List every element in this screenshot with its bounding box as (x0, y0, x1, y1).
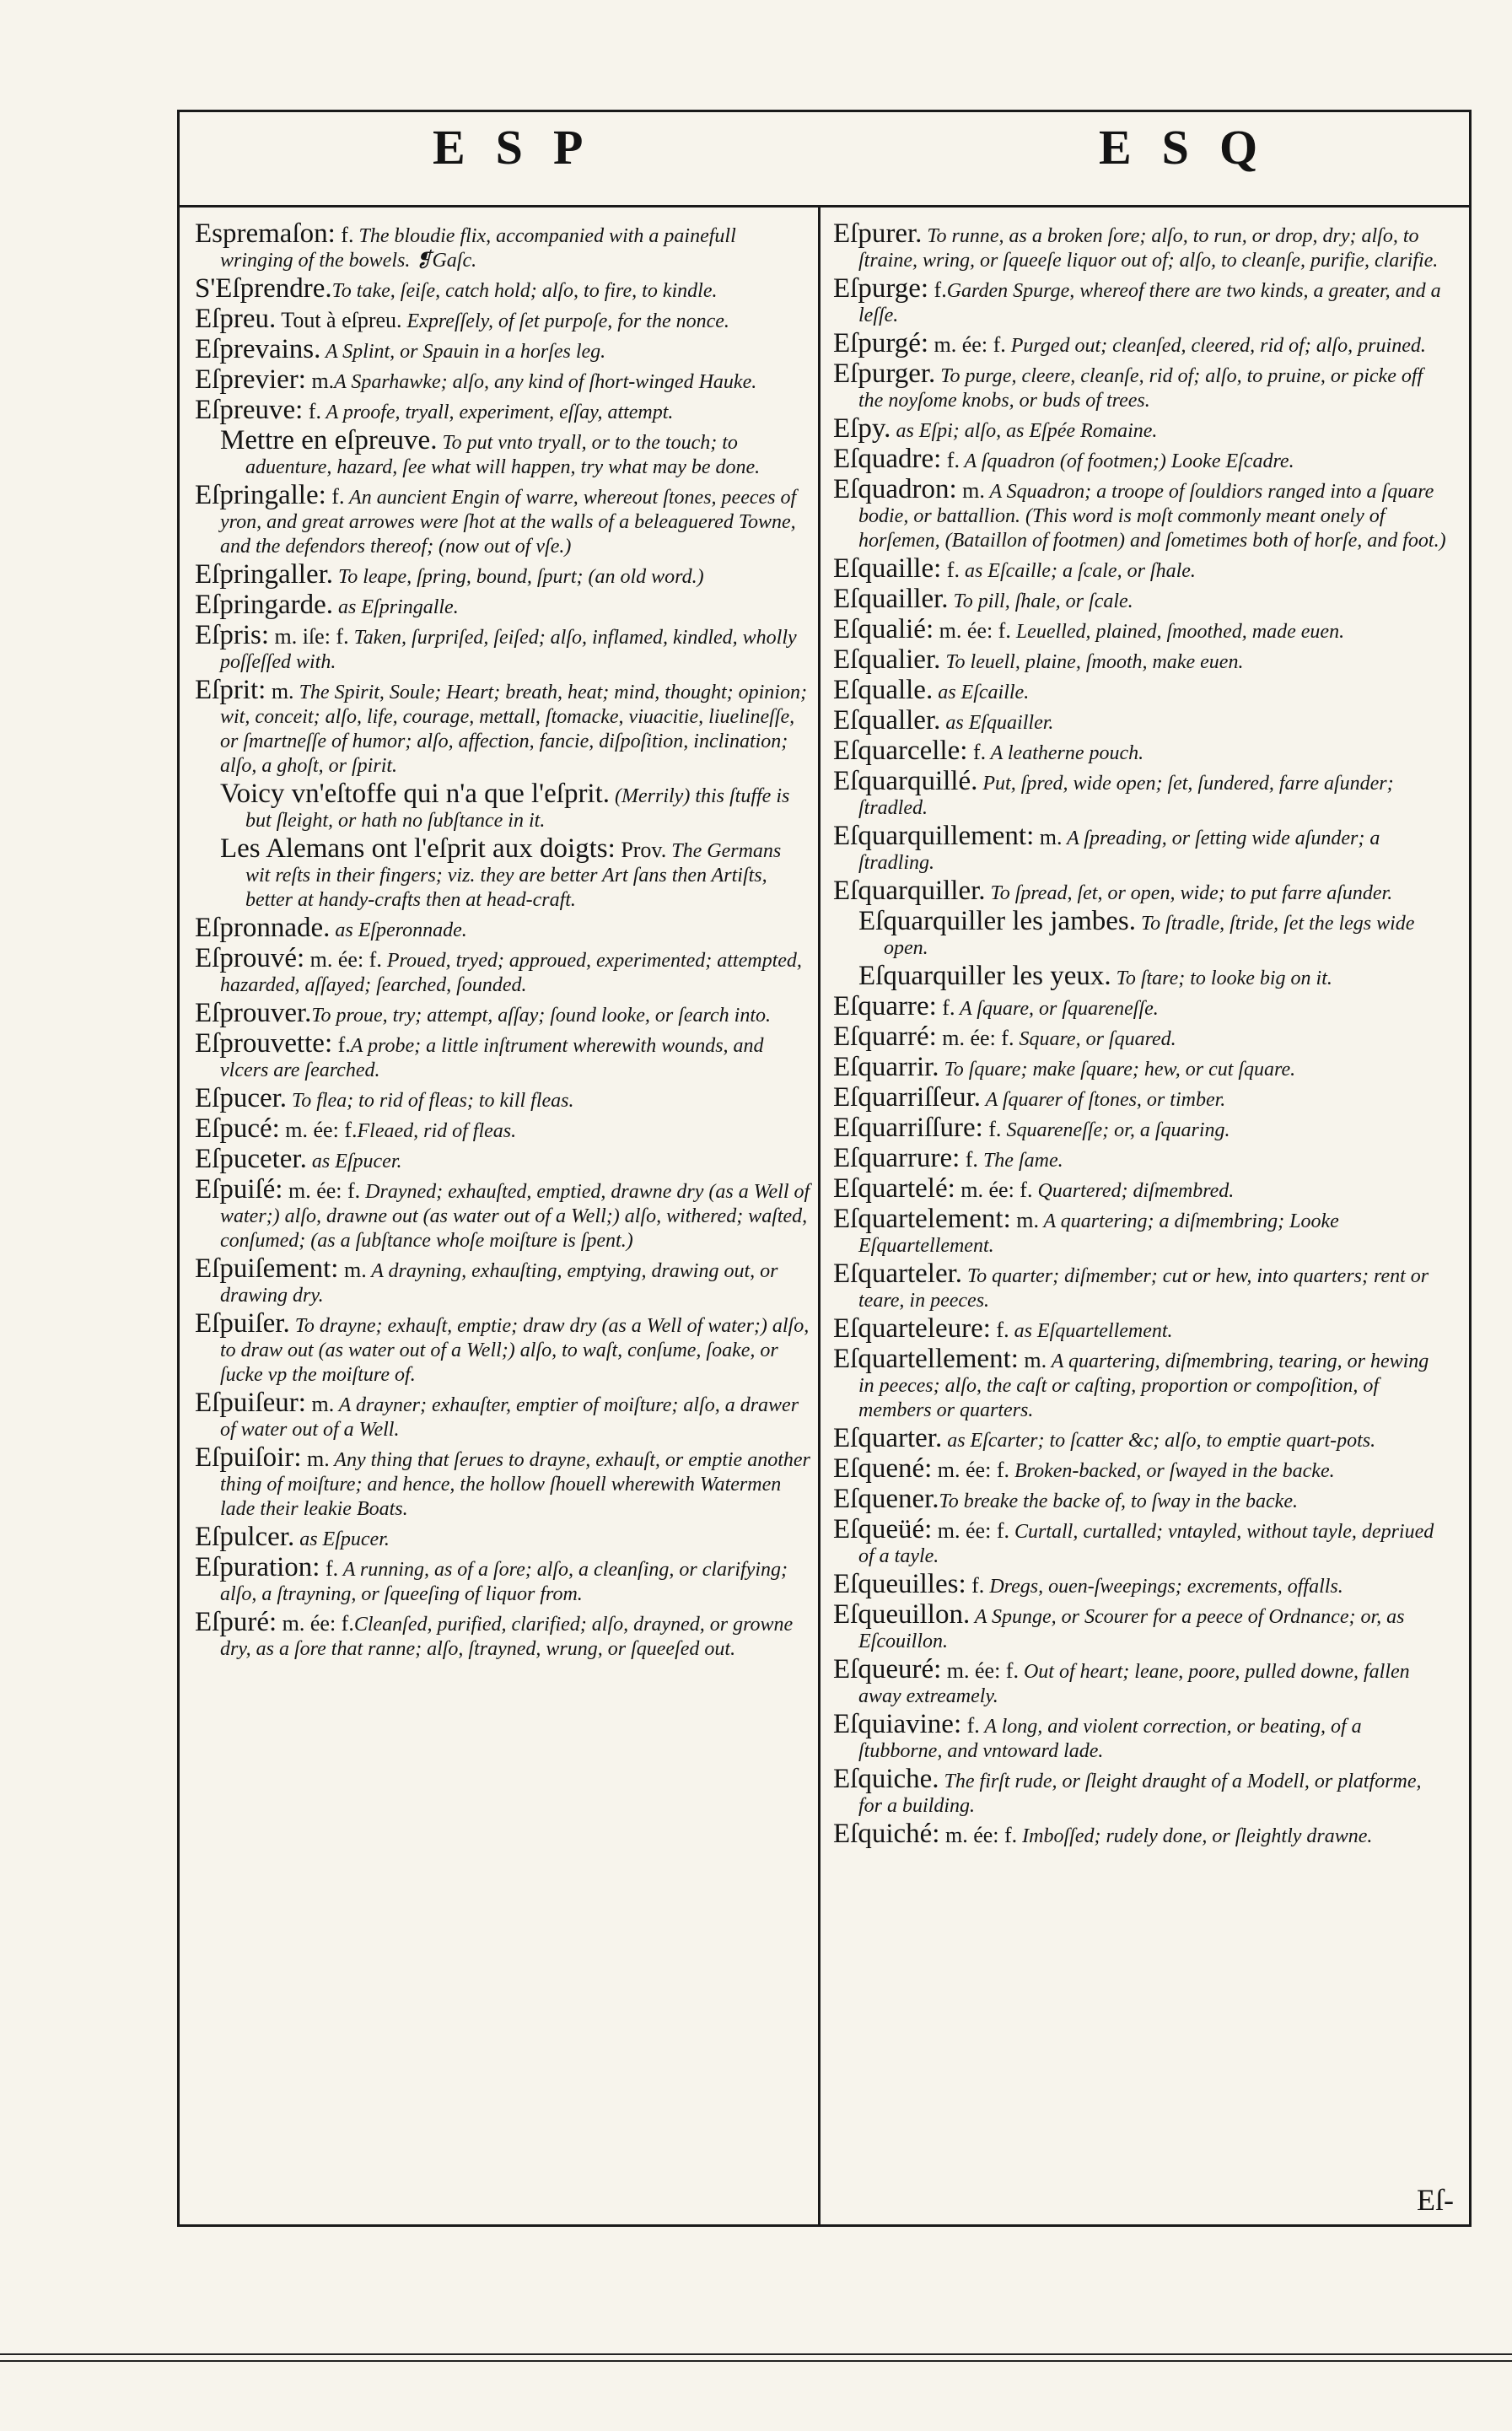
dictionary-entry (195, 1083, 810, 1113)
headword: Eſquartellement: (833, 1344, 1019, 1374)
definition: as Eſquailler. (940, 712, 1054, 734)
definition: A Squadron; a troope of ſouldiors ranged into a ſquare bodie, or battallion. (This word is moſt commonly meant onely of horſemen, (Bataillon of footmen) and ſometimes both of horſe, and foot.) (858, 481, 1446, 552)
dictionary-entry (195, 364, 810, 395)
dictionary-entry (833, 1204, 1449, 1258)
grammar-note: f. (941, 558, 960, 582)
dictionary-entry (833, 218, 1449, 272)
dictionary-entry (833, 1599, 1449, 1653)
definition: To flea; to rid of fleas; to kill fleas. (287, 1090, 574, 1112)
definition: A long, and violent correction, or beating, of a ſtubborne, and vntoward lade. (858, 1716, 1362, 1762)
headword: Les Alemans ont l'eſprit aux doigts: (220, 833, 616, 864)
definition: as Eſcarter; to ſcatter &c; alſo, to emptie quart-pots. (942, 1430, 1376, 1452)
dictionary-entry (833, 273, 1449, 327)
definition: A Sparhawke; alſo, any kind of ſhort-winged Hauke. (334, 371, 757, 393)
headword: Eſpris: (195, 620, 269, 650)
headword: Eſqueuré: (833, 1654, 942, 1684)
dictionary-entry (195, 395, 810, 425)
dictionary-entry (195, 590, 810, 620)
grammar-note: m. ée: f. (932, 1518, 1009, 1543)
definition: To put vnto tryall, or to the touch; to aduenture, hazard, ſee what will happen, try what may be done. (245, 432, 761, 478)
grammar-note: m. ée: f. (277, 1611, 354, 1636)
definition: A Spunge, or Scourer for a peece of Ordnance; or, as Eſcouillon. (858, 1606, 1405, 1652)
grammar-note: f. (303, 399, 321, 423)
headword: Eſquarquillé. (833, 766, 978, 796)
definition: To proue, try; attempt, aſſay; ſound looke, or ſearch into. (311, 1005, 771, 1027)
definition: The Germans wit reſts in their fingers; viz. they are better Art ſans then Artiſts, better at handy-crafts then at head-craft. (245, 840, 782, 911)
definition: To runne, as a broken ſore; alſo, to run, or drop, dry; alſo, to ſtraine, wring, or ſqueeſe liquor out of; alſo, to cleanſe, purifie, clarifie. (858, 225, 1439, 272)
dictionary-entry (195, 1388, 810, 1442)
definition: Square, or ſquared. (1014, 1028, 1176, 1050)
dictionary-entry (833, 1484, 1449, 1514)
dictionary-entry (833, 413, 1449, 444)
headword: Eſquené: (833, 1453, 933, 1484)
dictionary-entry (833, 1819, 1449, 1849)
definition: To leape, ſpring, bound, ſpurt; (an old word.) (333, 566, 704, 588)
dictionary-entry (195, 1442, 810, 1521)
definition: as Eſpucer. (306, 1151, 402, 1172)
dictionary-entry (195, 943, 810, 997)
headword: Eſquailler. (833, 584, 949, 614)
dictionary-entry (195, 998, 810, 1028)
dictionary-entry (195, 779, 810, 833)
headword: Eſqualié: (833, 614, 934, 644)
dictionary-entry (833, 1143, 1449, 1173)
definition: A probe; a little inſtrument wherewith wounds, and vlcers are ſearched. (220, 1035, 764, 1081)
dictionary-entry (833, 1654, 1449, 1708)
headword: Eſquarteler. (833, 1259, 963, 1289)
headword: Eſprevains. (195, 334, 321, 364)
grammar-note: f. (320, 1556, 339, 1581)
definition: Leuelled, plained, ſmoothed, made euen. (1010, 621, 1345, 643)
headword: Eſpreu. (195, 304, 277, 334)
dictionary-entry (833, 1709, 1449, 1763)
definition: To drayne; exhauſt, emptie; draw dry (as a Well of water;) alſo, to draw out (as water out of a Well;) alſo, to waſt, conſume, ſoake, or ſucke vp the moiſture of. (220, 1315, 810, 1386)
definition: as Eſperonnade. (330, 919, 467, 941)
definition: as Eſcaille; a ſcale, or ſhale. (959, 560, 1196, 582)
dictionary-entry (833, 821, 1449, 875)
grammar-note: f. (928, 278, 947, 302)
headword: Eſquadron: (833, 474, 957, 504)
headword: Eſpurger. (833, 358, 936, 389)
headword: Eſprouver. (195, 998, 312, 1028)
definition: A ſquare, or ſquareneſſe. (955, 998, 1159, 1020)
headword: Eſquiché: (833, 1819, 940, 1849)
dictionary-entry (833, 1514, 1449, 1568)
headword: Eſpulcer. (195, 1522, 295, 1552)
definition: To breake the backe of, to ſway in the backe. (939, 1490, 1298, 1512)
definition: as Eſcaille. (933, 682, 1030, 703)
definition: A drayner; exhauſter, emptier of moiſture; alſo, a drawer of water out of a Well. (220, 1394, 799, 1441)
dictionary-entry (833, 1423, 1449, 1453)
dictionary-entry (195, 1552, 810, 1606)
grammar-note: f. (332, 1032, 351, 1057)
headword: Eſquarter. (833, 1423, 943, 1453)
definition: Out of heart; leane, poore, pulled downe, fallen away extreamely. (858, 1661, 1410, 1707)
dictionary-entry (833, 766, 1449, 820)
headword: Eſquarriſſure: (833, 1113, 983, 1143)
definition: To ſpread, ſet, or open, wide; to put farre aſunder. (985, 882, 1393, 904)
dictionary-entry (195, 273, 810, 304)
headword: Eſquarré: (833, 1021, 937, 1052)
headword: Eſquarquiller. (833, 876, 986, 906)
headword: Eſpucer. (195, 1083, 288, 1113)
grammar-note: m. ée: f. (282, 1178, 361, 1203)
headword: Eſquarrir. (833, 1052, 939, 1082)
bottom-rule (0, 2353, 1512, 2362)
dictionary-entry (195, 913, 810, 943)
dictionary-entry (833, 961, 1449, 991)
headword: Eſquarquiller les yeux. (858, 961, 1111, 991)
definition: Proued, tryed; approued, experimented; attempted, hazarded, aſſayed; ſearched, ſounded. (220, 950, 802, 996)
grammar-note: m. ée: f. (928, 332, 1006, 357)
dictionary-entry (833, 705, 1449, 736)
definition: A quartering, diſmembring, tearing, or hewing in peeces; alſo, the caſt or caſting, proportion or compoſition, of members or quarters. (858, 1350, 1429, 1421)
grammar-note: m. ée: f. (939, 1823, 1018, 1847)
dictionary-entry (833, 1173, 1449, 1204)
definition: To purge, cleere, cleanſe, rid of; alſo, to pruine, or picke off the noyſome knobs, or buds of trees. (858, 365, 1423, 412)
headword: Eſpuré: (195, 1607, 277, 1637)
dictionary-entry (195, 1522, 810, 1552)
headword: Mettre en eſpreuve. (220, 425, 438, 455)
definition: Taken, ſurpriſed, ſeiſed; alſo, inflamed, kindled, wholly poſſeſſed with. (220, 627, 797, 673)
dictionary-entry (833, 906, 1449, 960)
dictionary-entry (195, 1144, 810, 1174)
grammar-note: m. ée: f. (304, 947, 382, 972)
definition: Quartered; diſmembred. (1032, 1180, 1235, 1202)
headword: Eſquarcelle: (833, 736, 968, 766)
dictionary-entry (195, 304, 810, 334)
headword: Eſquartelé: (833, 1173, 955, 1204)
definition: Curtall, curtalled; vntayled, without tayle, depriued of a tayle. (858, 1521, 1434, 1567)
definition: To ſtare; to looke big on it. (1111, 968, 1332, 989)
definition: Squareneſſe; or, a ſquaring. (1001, 1119, 1230, 1141)
definition: The Spirit, Soule; Heart; breath, heat; mind, thought; opinion; wit, conceit; alſo, life, courage, mettall, ſtomacke, viuacitie, liuelineſſe, or ſmartneſſe of humor; alſo, affection, fancie, diſpoſition, inclination; alſo, a ghoſt, or ſpirit. (220, 682, 807, 777)
headword: Eſquarquillement: (833, 821, 1035, 851)
headword: Eſpuiſeur: (195, 1388, 306, 1418)
headword: Eſprouvé: (195, 943, 305, 973)
definition: A Splint, or Spauin in a horſes leg. (320, 341, 606, 363)
grammar-note: m. (956, 478, 985, 503)
definition: To take, ſeiſe, catch hold; alſo, to fire, to kindle. (331, 280, 718, 302)
definition: Cleanſed, purified, clarified; alſo, drayned, or growne dry, as a ſore that ranne; alſo, ſtrayned, wrung, or ſqueeſed out. (220, 1614, 794, 1660)
dictionary-entry (833, 1313, 1449, 1344)
headword: Eſpronnade. (195, 913, 331, 943)
dictionary-entry (195, 218, 810, 272)
headword: Eſpy. (833, 413, 891, 444)
headword: Eſpuration: (195, 1552, 320, 1582)
headword: Eſquartelement: (833, 1204, 1011, 1234)
headword: Eſpringaller. (195, 559, 334, 590)
grammar-note: m. ée: f. (941, 1658, 1019, 1683)
headword: Eſpuiſoir: (195, 1442, 302, 1473)
headword: Eſpringalle: (195, 480, 326, 510)
definition: Fleaed, rid of fleas. (357, 1120, 517, 1142)
definition: To ſquare; make ſquare; hew, or cut ſquare. (939, 1059, 1296, 1081)
definition: Imboſſed; rudely done, or ſleightly drawne. (1017, 1825, 1373, 1847)
dictionary-entry (833, 736, 1449, 766)
dictionary-entry (195, 675, 810, 778)
headword: Eſquener. (833, 1484, 939, 1514)
headword: Eſprouvette: (195, 1028, 333, 1059)
dictionary-entry (195, 1174, 810, 1253)
headword: Eſqualler. (833, 705, 941, 736)
grammar-note: f. (966, 1573, 985, 1598)
headword: Voicy vn'eſtoffe qui n'a que l'eſprit. (220, 779, 611, 809)
grammar-note: m. (301, 1447, 330, 1471)
definition: (Merrily) this ſtuffe is but ſleight, or hath no ſubſtance in it. (245, 785, 790, 832)
grammar-note: f. (990, 1318, 1009, 1342)
header-left: ESP (433, 120, 614, 175)
headword: Eſpuiſement: (195, 1253, 339, 1284)
headword: Eſqueüé: (833, 1514, 933, 1544)
column-divider (818, 207, 821, 2224)
definition: The firſt rude, or ſleight draught of a Modell, or platforme, for a building. (858, 1771, 1422, 1817)
headword: Eſquiavine: (833, 1709, 962, 1739)
dictionary-entry (195, 1308, 810, 1387)
headword: S'Eſprendre. (195, 273, 332, 304)
definition: A ſquarer of ſtones, or timber. (981, 1089, 1226, 1111)
definition: Purged out; cleanſed, cleered, rid of; alſo, pruined. (1005, 335, 1426, 357)
definition: To pill, ſhale, or ſcale. (948, 590, 1133, 612)
definition: Expreſſely, of ſet purpoſe, for the nonce. (401, 310, 729, 332)
dictionary-page (177, 110, 1472, 2227)
dictionary-entry (833, 474, 1449, 552)
headword: Eſpuceter. (195, 1144, 307, 1174)
grammar-note: m. ée: f. (936, 1026, 1014, 1050)
dictionary-entry (833, 991, 1449, 1021)
headword: Eſprit: (195, 675, 266, 705)
catchword: Eſ- (1417, 2183, 1454, 2217)
dictionary-entry (195, 334, 810, 364)
running-header (180, 112, 1469, 208)
headword: Eſpurgé: (833, 328, 929, 358)
grammar-note: m. (1018, 1348, 1047, 1372)
dictionary-entry (195, 425, 810, 479)
headword: Eſpucé: (195, 1113, 280, 1144)
headword: Eſqueuilles: (833, 1569, 966, 1599)
definition: A leatherne pouch. (986, 742, 1144, 764)
dictionary-entry (833, 1569, 1449, 1599)
grammar-note: Tout à eſpreu. (276, 308, 402, 332)
dictionary-entry (833, 644, 1449, 675)
definition: To leuell, plaine, ſmooth, make euen. (940, 651, 1244, 673)
headword: Espremaſon: (195, 218, 336, 249)
headword: Eſprevier: (195, 364, 306, 395)
headword: Eſpreuve: (195, 395, 304, 425)
headword: Eſquarriſſeur. (833, 1082, 982, 1113)
headword: Eſpurer. (833, 218, 923, 249)
dictionary-entry (833, 675, 1449, 705)
header-right: ESQ (1099, 120, 1289, 175)
grammar-note: f. (982, 1117, 1002, 1141)
definition: A drayning, exhauſting, emptying, drawing out, or drawing dry. (220, 1260, 778, 1307)
dictionary-entry (833, 444, 1449, 474)
dictionary-entry (833, 553, 1449, 584)
dictionary-entry (195, 833, 810, 912)
headword: Eſpuiſer. (195, 1308, 290, 1339)
grammar-note: m. ée: f. (279, 1118, 358, 1142)
dictionary-entry (833, 1344, 1449, 1422)
dictionary-entry (833, 1453, 1449, 1484)
dictionary-entry (195, 559, 810, 590)
grammar-note: m. iſe: f. (269, 624, 349, 649)
grammar-note: f. (936, 995, 955, 1020)
definition: A ſpreading, or ſetting wide aſunder; a ſtradling. (858, 827, 1380, 874)
left-column (195, 218, 810, 1665)
grammar-note: f. (326, 484, 345, 509)
grammar-note: m. ée: f. (955, 1178, 1033, 1202)
dictionary-entry (833, 1021, 1449, 1052)
headword: Eſqualle. (833, 675, 934, 705)
grammar-note: m. (1010, 1208, 1039, 1232)
dictionary-entry (833, 1764, 1449, 1818)
grammar-note: m. (305, 1392, 335, 1416)
definition: The ſame. (977, 1150, 1063, 1172)
grammar-note: f. (335, 223, 354, 247)
headword: Eſpurge: (833, 273, 929, 304)
headword: Eſqueuillon. (833, 1599, 971, 1630)
definition: A running, as of a ſore; alſo, a cleanſing, or clarifying; alſo, a ſtrayning, or ſqueeſing of liquor from. (220, 1559, 788, 1605)
headword: Eſquiche. (833, 1764, 939, 1794)
headword: Eſquarre: (833, 991, 937, 1021)
grammar-note: m. (305, 369, 335, 393)
definition: To quarter; diſmember; cut or hew, into quarters; rent or teare, in peeces. (858, 1265, 1429, 1312)
definition: A ſquadron (of footmen;) Looke Eſcadre. (959, 450, 1294, 472)
definition: A proofe, tryall, experiment, eſſay, attempt. (320, 402, 674, 423)
dictionary-entry (195, 1253, 810, 1307)
dictionary-entry (195, 620, 810, 674)
dictionary-entry (833, 584, 1449, 614)
right-column (833, 218, 1449, 1852)
definition: An auncient Engin of warre, whereout ſtones, peeces of yron, and great arrowes were ſhot at the walls of a beleaguered Towne, and the defendors thereof; (now out of vſe.) (220, 487, 797, 558)
dictionary-entry (833, 1259, 1449, 1313)
dictionary-entry (833, 1052, 1449, 1082)
headword: Eſquarrure: (833, 1143, 960, 1173)
grammar-note: m. ée: f. (934, 618, 1011, 643)
grammar-note: m. (266, 679, 294, 703)
definition: as Eſpringalle. (333, 596, 459, 618)
definition: as Eſquartellement. (1009, 1320, 1173, 1342)
definition: Dregs, ouen-ſweepings; excrements, offalls. (984, 1576, 1343, 1598)
dictionary-entry (833, 1113, 1449, 1143)
dictionary-entry (195, 480, 810, 558)
grammar-note: f. (941, 448, 960, 472)
headword: Eſquarteleure: (833, 1313, 991, 1344)
definition: Broken-backed, or ſwayed in the backe. (1009, 1460, 1335, 1482)
definition: Any thing that ſerues to drayne, exhauſt, or emptie another thing of moiſture; and hence, the hollow ſhouell wherewith Watermen lade their leakie Boats. (220, 1449, 810, 1520)
dictionary-entry (195, 1028, 810, 1082)
dictionary-entry (195, 1607, 810, 1661)
dictionary-entry (833, 614, 1449, 644)
headword: Eſquadre: (833, 444, 942, 474)
definition: Drayned; exhauſted, emptied, drawne dry (as a Well of water;) alſo, drawne out (as water out of a Well;) alſo, withered; waſted, conſumed; (as a ſubſtance whoſe moiſture is ſpent.) (220, 1181, 810, 1252)
headword: Eſquarquiller les jambes. (858, 906, 1136, 936)
dictionary-entry (195, 1113, 810, 1144)
grammar-note: f. (967, 740, 987, 764)
grammar-note: f. (961, 1713, 980, 1738)
definition: as Eſpi; alſo, as Eſpée Romaine. (891, 420, 1158, 442)
dictionary-entry (833, 328, 1449, 358)
grammar-note: m. (338, 1258, 367, 1282)
grammar-note: f. (960, 1147, 978, 1172)
definition: as Eſpucer. (294, 1528, 390, 1550)
grammar-note: m. (1034, 825, 1063, 849)
headword: Eſpringarde. (195, 590, 334, 620)
grammar-note: m. ée: f. (932, 1458, 1009, 1482)
definition: Put, ſpred, wide open; ſet, ſundered, farre aſunder; ſtradled. (858, 773, 1394, 819)
definition: A quartering; a diſmembring; Looke Eſquartellement. (858, 1210, 1339, 1257)
headword: Eſpuiſé: (195, 1174, 283, 1205)
definition: The bloudie flix, accompanied with a painefull wringing of the bowels. ❡Gaſc. (220, 225, 736, 272)
grammar-note: Prov. (615, 838, 667, 862)
headword: Eſqualier. (833, 644, 941, 675)
dictionary-entry (833, 876, 1449, 906)
dictionary-entry (833, 358, 1449, 412)
dictionary-entry (833, 1082, 1449, 1113)
headword: Eſquaille: (833, 553, 942, 584)
definition: To ſtradle, ſtride, ſet the legs wide open. (884, 913, 1415, 959)
definition: Garden Spurge, whereof there are two kinds, a greater, and a leſſe. (858, 280, 1441, 326)
